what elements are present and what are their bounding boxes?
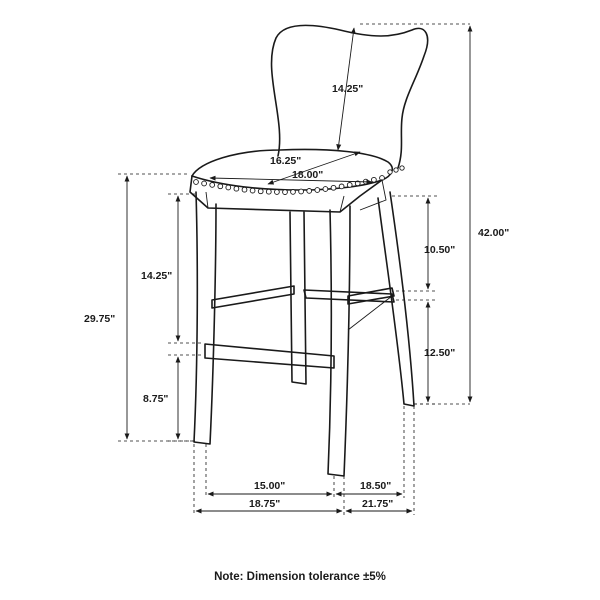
front-footrest <box>205 344 334 368</box>
footrest-height-label: 8.75" <box>143 393 169 405</box>
front-leg-left <box>194 192 216 444</box>
nailhead <box>307 189 312 194</box>
nailhead <box>218 184 223 189</box>
nailhead <box>323 187 328 192</box>
nailhead <box>339 184 344 189</box>
nailhead <box>250 188 255 193</box>
back-leg-right <box>378 192 414 406</box>
back-leg-left <box>290 212 306 384</box>
overall-height-label: 42.00" <box>478 227 510 239</box>
nailhead <box>266 189 271 194</box>
seat-to-footrest-label: 14.25" <box>141 270 173 282</box>
front-leg-right <box>328 206 350 476</box>
side-stretcher-height-label: 12.50" <box>424 347 456 359</box>
nailhead <box>291 190 296 195</box>
nailhead <box>242 187 247 192</box>
nailhead <box>394 168 398 172</box>
tolerance-note: Note: Dimension tolerance ±5% <box>214 571 386 583</box>
nailhead <box>400 166 404 170</box>
nailhead <box>388 170 392 174</box>
nailhead <box>194 180 199 185</box>
nailhead <box>372 177 377 182</box>
nailhead <box>315 188 320 193</box>
nailhead <box>299 189 304 194</box>
front-outer-width-label: 18.75" <box>249 498 281 510</box>
nailhead <box>258 189 263 194</box>
seat-height-label: 29.75" <box>84 313 116 325</box>
nailhead <box>234 186 239 191</box>
dimension-labels <box>84 83 509 510</box>
nailhead <box>283 190 288 195</box>
nailhead <box>347 183 352 188</box>
front-inner-width-label: 15.00" <box>254 480 286 492</box>
seat-width-label: 18.00" <box>292 169 324 181</box>
stool-outline <box>190 25 428 476</box>
nailhead <box>210 183 215 188</box>
seat-depth-label: 16.25" <box>270 155 302 167</box>
backrest <box>272 25 428 168</box>
nailhead <box>331 185 336 190</box>
backrest-height-label: 14.25" <box>332 83 364 95</box>
side-inner-depth-label: 18.50" <box>360 480 392 492</box>
seat-to-side-stretcher-label: 10.50" <box>424 244 456 256</box>
nailhead <box>202 181 207 186</box>
nailhead <box>226 185 231 190</box>
side-outer-depth-label: 21.75" <box>362 498 394 510</box>
nailhead <box>275 190 280 195</box>
side-stretcher-left <box>212 286 294 308</box>
